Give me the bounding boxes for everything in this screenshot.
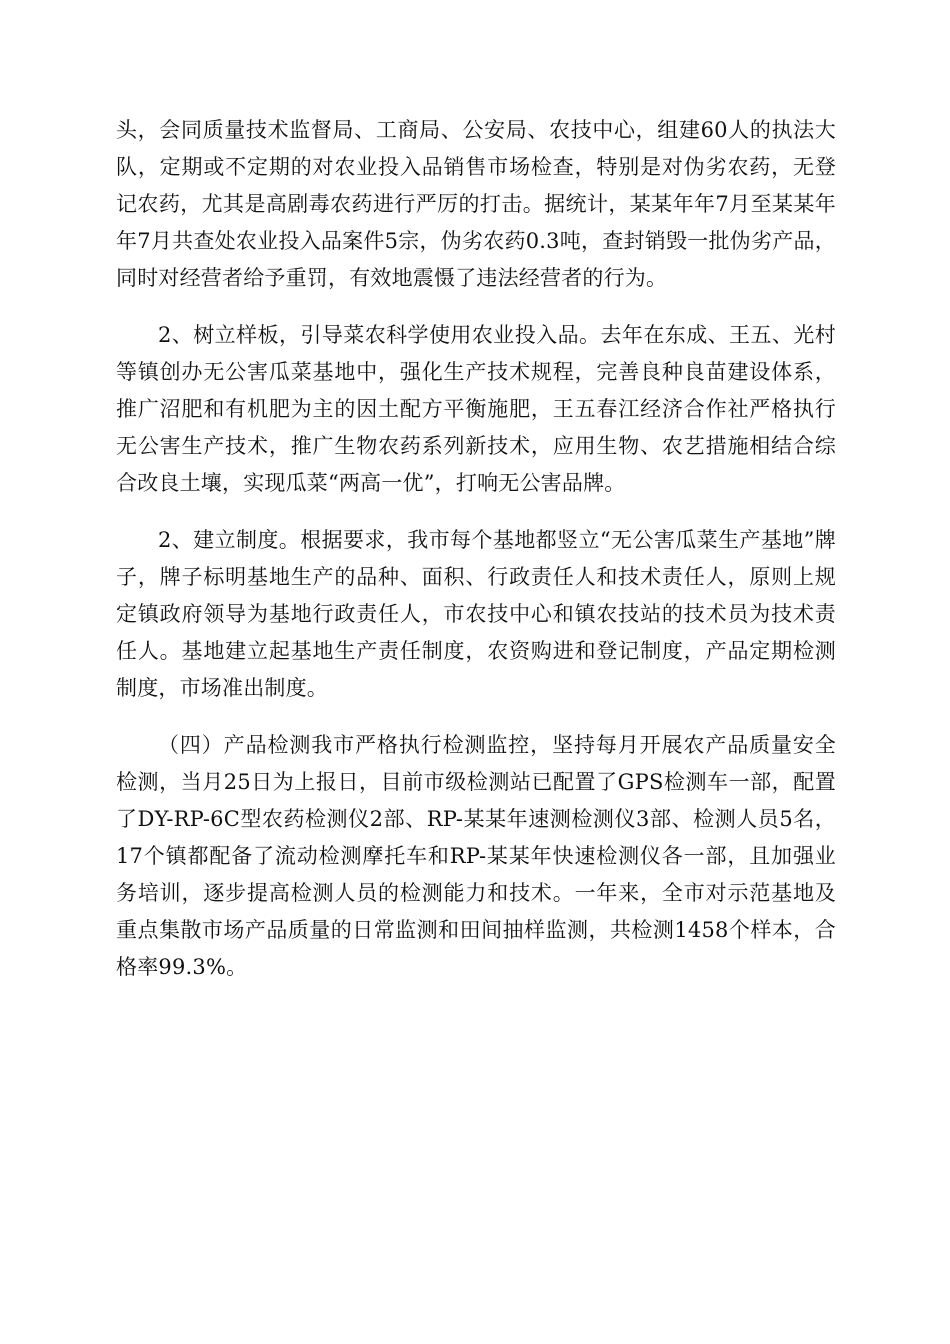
paragraph-establish-system: 2、建立制度。根据要求，我市每个基地都竖立“无公害瓜菜生产基地”牌子，牌子标明基地生产的品种、面积、行政责任人和技术责任人，原则上规定镇政府领导为基地行政责任人，市农技中心和镇农技站的技术员为技术责任人。基地建立起基地生产责任制度，农资购进和登记制度，产品定期检测制度，市场准出制度。 bbox=[116, 528, 836, 700]
document-body bbox=[116, 112, 836, 1006]
paragraph-law-enforcement: 头，会同质量技术监督局、工商局、公安局、农技中心，组建60人的执法大队，定期或不定期的对农业投入品销售市场检查，特别是对伪劣农药，无登记农药，尤其是高剧毒农药进行严厉的打击。据统计，某某年年7月至某某年年7月共查处农业投入品案件5宗，伪劣农药0.3吨，查封销毁一批伪劣产品，同时对经营者给予重罚，有效地震慑了违法经营者的行为。 bbox=[116, 118, 836, 290]
paragraph-demonstration-model: 2、树立样板，引导菜农科学使用农业投入品。去年在东成、王五、光村等镇创办无公害瓜菜基地中，强化生产技术规程，完善良种良苗建设体系，推广沼肥和有机肥为主的因土配方平衡施肥，王五春江经济合作社严格执行无公害生产技术，推广生物农药系列新技术，应用生物、农艺措施相结合综合改良土壤，实现瓜菜“两高一优”，打响无公害品牌。 bbox=[116, 323, 836, 495]
paragraph-product-testing: （四）产品检测我市严格执行检测监控，坚持每月开展农产品质量安全检测，当月25日为上报日，目前市级检测站已配置了GPS检测车一部，配置了DY-RP-6C型农药检测仪2部、RP-某某年速测检测仪3部、检测人员5名，17个镇都配备了流动检测摩托车和RP-某某年快速检测仪各一部，且加强业务培训，逐步提高检测人员的检测能力和技术。一年来，全市对示范基地及重点集散市场产品质量的日常监测和田间抽样监测，共检测1458个样本，合格率99.3%。 bbox=[116, 733, 836, 979]
